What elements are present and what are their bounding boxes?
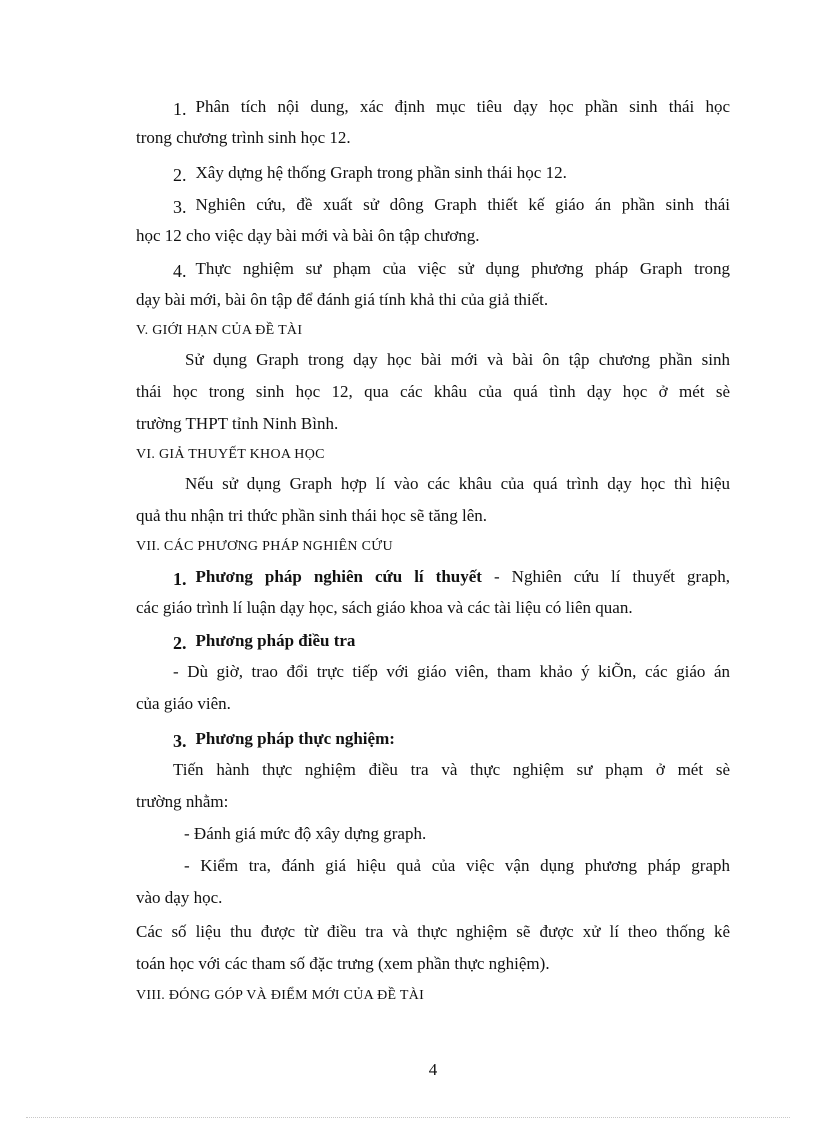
page-number: 4: [428, 1060, 438, 1079]
list-item-4-line-1: [136, 258, 730, 279]
section-heading-vii: VII. CÁC PHƯƠNG PHÁP NGHIÊN CỨU: [136, 539, 393, 554]
section-v-line-3: trường THPT tỉnh Ninh Bình.: [136, 414, 339, 433]
method-title: Phương pháp điều tra: [195, 631, 356, 650]
section-vi-line-1: Nếu sử dụng Graph hợp lí vào các khâu của quá trình dạy học thì hiệu: [185, 474, 730, 493]
list-item-1-line-2: trong chương trình sinh học 12.: [136, 128, 351, 147]
method-1-line-2: các giáo trình lí luận dạy học, sách giáo khoa và các tài liệu có liên quan.: [136, 598, 633, 617]
method-2-line-1: [136, 630, 767, 651]
section-heading-v: V. GIỚI HẠN CỦA ĐỀ TÀI: [136, 323, 303, 338]
section-heading-viii: VIII. ĐÓNG GÓP VÀ ĐIỂM MỚI CỦA ĐỀ TÀI: [136, 988, 425, 1003]
list-item-3-line-1: [136, 194, 730, 215]
list-item-3-line-2: học 12 cho việc dạy bài mới và bài ôn tập chương.: [136, 226, 480, 245]
list-number: 2.: [173, 165, 187, 185]
list-text: Thực nghiệm sư phạm của việc sử dụng phương pháp Graph trong: [195, 259, 730, 278]
list-text: Nghiên cứu, đề xuất sử dông Graph thiết kế giáo án phần sinh thái: [195, 195, 730, 214]
method-3-line-3: trường nhằm:: [136, 792, 229, 811]
method-3-bullet-1: - Đánh giá mức độ xây dựng graph.: [184, 824, 427, 843]
list-number: 4.: [173, 261, 187, 281]
list-text: Xây dựng hệ thống Graph trong phần sinh thái học 12.: [195, 163, 567, 182]
list-text: Phân tích nội dung, xác định mục tiêu dạy học phần sinh thái học: [195, 97, 730, 116]
list-number: 3.: [173, 197, 187, 217]
list-item-2-line-1: [136, 162, 767, 183]
section-v-line-1: Sử dụng Graph trong dạy học bài mới và bài ôn tập chương phần sinh: [185, 350, 730, 369]
method-2-line-3: của giáo viên.: [136, 694, 231, 713]
method-text: - Nghiên cứu lí thuyết graph,: [494, 567, 730, 586]
method-3-bullet-2-line-1: - Kiểm tra, đánh giá hiệu quả của việc vận dụng phương pháp graph: [184, 856, 730, 875]
page-bottom-divider: [26, 1117, 790, 1118]
method-3-bullet-2-line-2: vào dạy học.: [136, 888, 223, 907]
section-heading-vi: VI. GIẢ THUYẾT KHOA HỌC: [136, 447, 325, 462]
method-title: Phương pháp thực nghiệm:: [195, 729, 395, 748]
list-number: 2.: [173, 633, 187, 653]
list-item-1-line-1: [136, 96, 730, 117]
section-v-line-2: thái học trong sinh học 12, qua các khâu của quá tình dạy học ở mét sè: [136, 382, 730, 401]
method-2-line-2: - Dù giờ, trao đổi trực tiếp với giáo viên, tham khảo ý kiÕn, các giáo án: [173, 662, 730, 681]
stats-line-1: Các số liệu thu được từ điều tra và thực nghiệm sẽ được xử lí theo thống kê: [136, 922, 730, 941]
list-number: 1.: [173, 569, 187, 589]
stats-line-2: toán học với các tham số đặc trưng (xem phần thực nghiệm).: [136, 954, 550, 973]
list-number: 3.: [173, 731, 187, 751]
method-3-line-1: [136, 728, 767, 749]
list-number: 1.: [173, 99, 187, 119]
section-vi-line-2: quả thu nhận tri thức phần sinh thái học sẽ tăng lên.: [136, 506, 488, 525]
method-3-line-2: Tiến hành thực nghiệm điều tra và thực nghiệm sư phạm ở mét sè: [173, 760, 730, 779]
method-1-line-1: [136, 566, 730, 587]
method-title: Phương pháp nghiên cứu lí thuyết: [195, 567, 482, 586]
list-item-4-line-2: dạy bài mới, bài ôn tập để đánh giá tính khả thi của giả thiết.: [136, 290, 549, 309]
